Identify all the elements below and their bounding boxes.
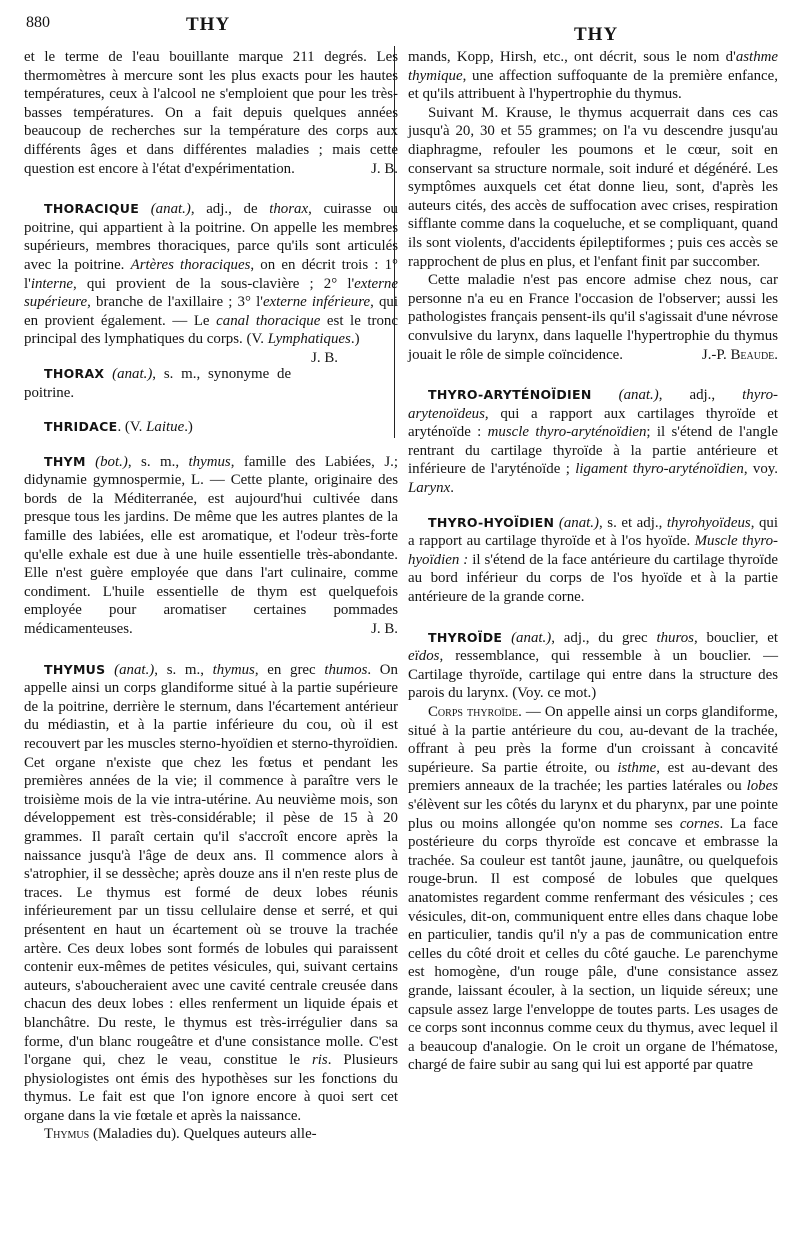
entry-text: , s. m., [127, 453, 189, 470]
entry-text: (anat.) [105, 661, 155, 678]
paragraph: Suivant M. Krause, le thymus acquerrait dans ces cas jusqu'à 20, 30 et 55 grammes; on l'a vu descendre jusqu'au diaphragme, refouler les poumons et le cœur, soit en conservant sa structure normale, soit induré et dégénéré. Les symptômes auxquels cet état donne lieu, sont, d'après les auteurs cités, des accès de suffocation avec crises, respiration sifflante comme dans la coqueluche, et se compliquant, quand ils sont violents, d'accidents épileptiformes ; puis ces accès se rapprochent de plus en plus, et l'enfant finit par succomber. [408, 104, 778, 270]
entry-text: . On appelle ainsi un corps glandiforme situé à la partie supérieure de la poitrine, derrière le sternum, dans l'écartement antérieur du médiastin, et à la partie inférieure du cou, où il est recouvert par les muscles sterno-hyoïdien et sterno-thyroïdien. Cet organe n'existe que chez les fœtus et pendant les premières années de la vie; il commence à paraître vers le troisième mois de la vie intra-utérine. Au neuvième mois, son développement est très-considérable; il pèse de 15 à 20 grammes. Il paraît certain qu'il s'accroît encore après la naissance jusqu'à l'âge de deux ans. Il commence alors à s'atrophier, il se dessèche; après douze ans il n'en reste plus de traces. Le thymus est formé de deux lobes réunis inférieurement par un tissu cellulaire dense et serré, et qui présentent en haut un écartement où se trouve la trachée artère. Ces deux lobes sont formés de lobules qui paraissent contenir eux-mêmes de petites vésicules, qui, suivant certains auteurs, s'aboucheraient avec une cavité centrale creusée dans chacun des deux lobes : elles renferment un liquide épais et blanchâtre. Du reste, le thymus est très-irrégulier dans sa forme, d'un blanc rougeâtre et d'une consistance molle. C'est l'organe qui, chez le veau, constitue le [24, 661, 398, 1069]
entry-text: thumos [324, 661, 368, 678]
entry-text: mands, Kopp, Hirsh, etc., ont décrit, sous le nom d' [408, 49, 736, 65]
page-number: 880 [26, 14, 50, 31]
headword: Corps thyroïde [428, 704, 519, 720]
headword: THYMUS [44, 661, 106, 677]
paragraph [408, 271, 778, 364]
entry-continuation [24, 48, 398, 178]
signature: J. B. [371, 160, 398, 177]
entry-text: asthme thymique [408, 49, 778, 84]
entry-text: Artères thoraciques [130, 256, 251, 273]
entry-text: , s. et adj., [598, 514, 667, 531]
headword: THYRO-ARYTÉNOÏDIEN [428, 387, 592, 403]
entry-text: lobes [746, 778, 778, 795]
left-column [24, 48, 398, 1144]
entry-text: (anat.) [554, 514, 599, 531]
entry-text: , voy. [743, 461, 778, 478]
entry-thyroide [408, 629, 778, 703]
entry-text: (anat.) [104, 365, 153, 382]
entry-text: isthme [617, 759, 657, 776]
entry-text: externe inférieure [262, 294, 371, 311]
entry-text: . (V. [117, 419, 147, 436]
entry-text: , est au-devant des premiers anneaux de la trachée; les parties latérales ou [408, 759, 778, 795]
entry-text: , une affection suffoquante de la première enfance, et qu'ils attribuent à l'hypertrophie du thymus. [408, 67, 778, 103]
entry-text: interne [30, 275, 74, 292]
headword: THORAX [44, 365, 105, 381]
entry-text: , qui a rapport au cartilage thyroïde et à l'os hyoïde. [408, 514, 779, 550]
entry-text: ris [311, 1052, 328, 1069]
entry-text: cornes [679, 815, 720, 832]
entry-text: (anat.) [502, 629, 552, 646]
headword: THYRO-HYOÏDIEN [428, 514, 555, 530]
entry-text: Lymphatiques [267, 331, 351, 348]
entry-text: Larynx [408, 480, 451, 497]
entry-thyro-hyoidien [408, 514, 778, 607]
running-head-left: THY [186, 14, 231, 35]
entry-text: . La face postérieure du corps thyroïde est concave et embrasse la trachée. Sa couleur est tantôt jaune, jaunâtre, ou quelquefois rouge-brun. Il est composé de lobules que quelques anatomistes regardent comme renfermant des vésicules ; ces vésicules, dit-on, communiquent entre elles dans chaque lobe en particulier, tandis qu'il n'y a pas de communication entre celles du côté droit et celles du côté gauche. Le parenchyme est homogène, d'un rouge pâle, d'une consistance assez grande, laissant écouler, à la section, un liquide séreux; une capsule assez large l'enveloppe de toutes parts. Les usages de ce corps sont inconnus comme ceux du thymus, avec lequel il a beaucoup d'analogie. On le croit un organe de l'hématose, chargé de faire subir au sang qui lui est apporté par quatre [408, 815, 778, 1074]
entry-text: , qui a rapport aux cartilages thyroïde et aryténoïde : [408, 405, 778, 441]
entry-thoracique [24, 200, 398, 366]
headword: THRIDACE [44, 419, 118, 435]
entry-text: externe supérieure [24, 275, 398, 311]
entry-text: (anat.) [139, 201, 191, 218]
signature: J. B. [371, 621, 398, 638]
entry-thymus [24, 661, 398, 1126]
entry-thyro-arytenoidien [408, 386, 778, 498]
entry-text: , adj., du grec [551, 629, 657, 646]
entry-text: . Plusieurs physiologistes ont émis des hypothèses sur les fonctions du thymus. Le fait est que l'on ignore encore à quoi sert cet organe dans la vie fœtale et après la naissance. [24, 1052, 398, 1124]
entry-text: ligament thyro-aryténoïdien [575, 461, 744, 478]
entry-text: ; il s'étend de l'angle rentrant du cartilage thyroïde à la partie antérieure et inférieure de l'aryténoïde ; [408, 424, 778, 478]
entry-continuation [408, 48, 778, 104]
running-head-right: THY [574, 24, 619, 45]
entry-text: . [450, 480, 454, 497]
entry-text: et le terme de l'eau bouillante marque 211 degrés. Les thermomètres à mercure sont les plus exacts pour les hautes températures, ceux à l'alcool ne s'emploient que pour les très-basses températures. On a fait depuis quelques années beaucoup de recherches sur la température des corps aux différents âges et dans différentes maladies ; mais cette question est encore à l'état d'expérimentation. [24, 49, 398, 177]
entry-text: (Maladies du). Quelques auteurs alle- [89, 1126, 317, 1143]
right-column [408, 48, 778, 1075]
entry-text: , bouclier, et [693, 629, 779, 646]
entry-text: , s. m., [154, 661, 213, 678]
entry-text: . — On appelle ainsi un corps glandiforme, situé à la partie antérieure du cou, au-devant de la trachée, offrant à peu près la forme d'un croissant à concavité supérieure. Sa partie étroite, ou [408, 704, 778, 776]
signature: J. B. [311, 349, 338, 366]
entry-text: , s. m., synonyme de poitrine. [24, 365, 292, 401]
entry-text: Laitue [146, 419, 185, 436]
entry-text: , ressemblance, qui ressemble à un bouclier. — Cartilage thyroïde, cartilage qui entre dans la structure des parois du larynx. (Voy. ce mot.) [408, 648, 778, 702]
headword: THYROÏDE [428, 629, 503, 645]
entry-text: .) [184, 419, 193, 436]
entry-text: Cette maladie n'est pas encore admise chez nous, car personne n'a eu en France l'occasion de l'observer; aussi les pathologistes français pensent-ils qu'il s'agissait d'une névrose convulsive du larynx, dans laquelle l'hypertrophie du thymus jouait le rôle de simple coïncidence. [408, 272, 778, 363]
entry-text: , cuirasse ou poitrine, qui appartient à la poitrine. On appelle les membres supérieurs, membres thoraciques, parce qu'ils sont articulés avec la poitrine. [24, 201, 398, 273]
entry-text: thyrohyoïdeus [666, 514, 751, 531]
entry-text: thymus [188, 453, 231, 470]
entry-text: , branche de l'axillaire ; 3° l' [87, 294, 263, 311]
entry-text: , famille des Labiées, J.; didynamie gymnospermie, L. — Cette plante, originaire des bords de la Méditerranée, est aujourd'hui cultivée dans presque tous les jardins. De même que les autres plantes de la famille des labiées, elle est aromatique, et l'odeur très-forte qu'elle exhale est due à une huile essentielle très-abondante. Elle n'est guère employée que dans l'art culinaire, comme condiment. L'huile essentielle de thym est quelquefois employée pour aromatiser certaines pommades médicamenteuses. [24, 453, 399, 638]
entry-text: thorax [269, 201, 309, 218]
entry-text: (bot.) [85, 453, 128, 470]
entry-text: , qui en provient également. — Le [24, 294, 398, 329]
headword: Thymus [44, 1126, 90, 1143]
entry-thridace [24, 418, 398, 437]
entry-text: s'élèvent sur les côtés du larynx et du pharynx, par une pointe plus ou moins allongée qu'on nomme ses [408, 796, 778, 832]
entry-text: Muscle thyro-hyoïdien : [408, 533, 778, 568]
entry-text: eïdos [408, 648, 440, 665]
entry-text: il s'étend de la face antérieure du cartilage thyroïde au bord inférieur du corps de l'os hyoïde et à la partie antérieure de la grande corne. [408, 551, 778, 606]
entry-text: , en grec [254, 661, 325, 678]
entry-text: thuros [656, 629, 694, 646]
entry-text: , on en décrit trois : 1° l' [24, 256, 398, 292]
entry-text: , adj., [658, 387, 743, 404]
entry-thym [24, 453, 398, 639]
entry-text: .) [350, 331, 360, 348]
entry-text: (anat.) [591, 387, 659, 404]
entry-text: , adj., de [190, 201, 270, 218]
entry-text: est le tronc principal des lymphatiques du corps. (V. [24, 312, 398, 348]
entry-thorax [24, 365, 398, 402]
headword: THORACIQUE [44, 201, 140, 217]
entry-text: thyro-arytenoïdeus [408, 387, 778, 422]
entry-text: canal thoracique [216, 312, 321, 329]
signature: J.-P. Beaude. [701, 346, 778, 363]
entry-corps-thyroide [408, 703, 778, 1075]
headword: THYM [44, 453, 86, 469]
entry-text: , qui provient de la sous-clavière ; 2° l' [73, 275, 355, 292]
entry-text: thymus [212, 661, 255, 678]
entry-thymus-maladies [24, 1125, 398, 1144]
entry-text: muscle thyro-aryténoïdien [487, 424, 647, 441]
